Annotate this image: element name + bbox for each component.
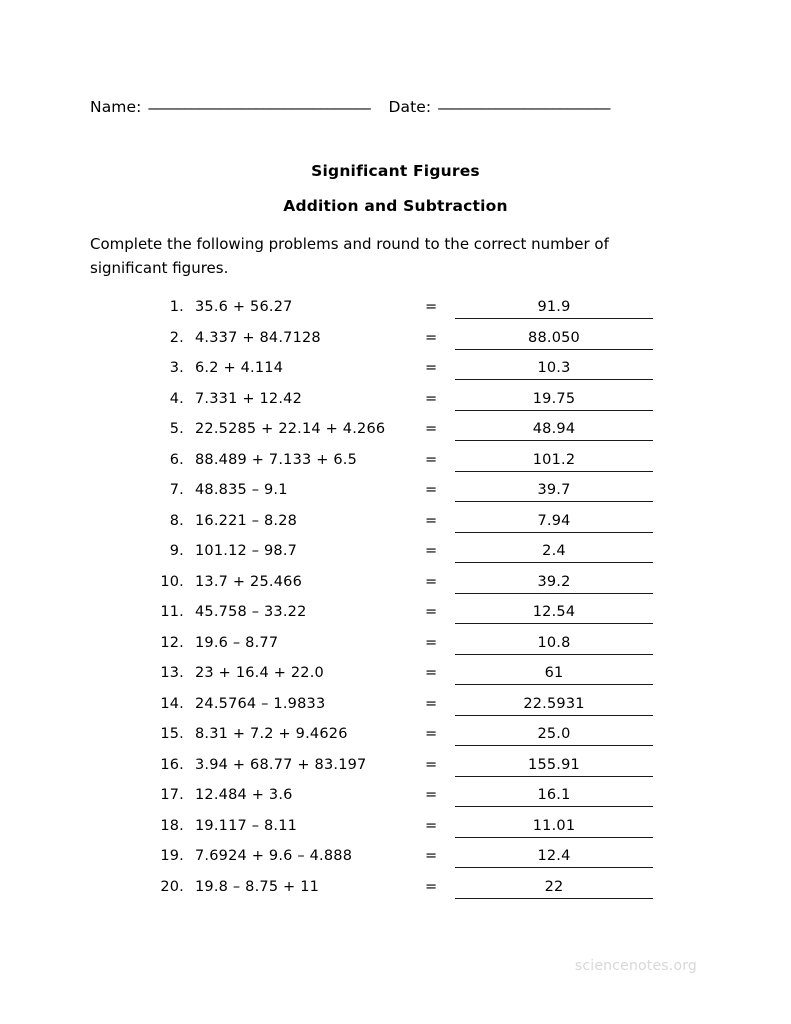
answer-value: 12.54	[532, 604, 576, 620]
problem-expression: 16.221 – 8.28	[195, 512, 298, 529]
answer-value: 48.94	[532, 421, 576, 437]
equals-sign: =	[425, 451, 438, 468]
equals-sign: =	[425, 329, 438, 346]
equals-sign: =	[425, 848, 438, 864]
answer-value: 19.75	[532, 390, 576, 407]
problem-expression: 19.117 – 8.11	[195, 817, 298, 834]
equals-sign: =	[425, 756, 438, 773]
problem-expression: 22.5285 + 22.14 + 4.266	[195, 421, 386, 437]
instructions-text: Complete the following problems and round to the correct number of significant figures.	[90, 235, 609, 277]
page-title: Significant Figures	[311, 162, 480, 180]
problem-expression: 4.337 + 84.7128	[195, 329, 321, 346]
problem-number: 16.	[160, 756, 184, 773]
problem-number: 17.	[160, 787, 184, 803]
problem-row	[144, 419, 664, 450]
problem-expression: 23 + 16.4 + 22.0	[195, 665, 324, 681]
equals-sign: =	[425, 634, 438, 651]
problem-number: 1.	[169, 299, 184, 315]
answer-value: 10.3	[537, 360, 571, 376]
problem-row	[144, 663, 664, 694]
answer-value: 155.91	[528, 756, 580, 773]
answer-blank[interactable]	[455, 816, 653, 838]
problem-expression: 13.7 + 25.466	[195, 573, 302, 590]
answer-blank[interactable]	[455, 633, 653, 655]
answer-value: 91.9	[537, 299, 571, 315]
problem-row	[144, 816, 664, 847]
equals-sign: =	[425, 421, 438, 437]
answer-value: 22.5931	[523, 695, 585, 712]
equals-sign: =	[425, 512, 438, 529]
problem-number: 3.	[169, 360, 184, 376]
answer-value: 16.1	[537, 787, 571, 803]
problem-number: 12.	[160, 634, 184, 651]
answer-value: 61	[544, 665, 564, 681]
equals-sign: =	[425, 665, 438, 681]
equals-sign: =	[425, 543, 438, 559]
answer-value: 12.4	[537, 848, 571, 864]
answer-value: 88.050	[528, 329, 580, 346]
answer-value: 101.2	[532, 451, 576, 468]
problem-expression: 45.758 – 33.22	[195, 604, 307, 620]
problem-number: 2.	[169, 329, 184, 346]
problem-expression: 19.8 – 8.75 + 11	[195, 878, 320, 895]
answer-blank[interactable]	[455, 663, 653, 685]
problem-row	[144, 785, 664, 816]
problem-row	[144, 633, 664, 664]
problem-expression: 6.2 + 4.114	[195, 360, 284, 376]
problem-number: 9.	[169, 543, 184, 559]
name-input-rule[interactable]: _______________________________	[148, 92, 371, 110]
equals-sign: =	[425, 390, 438, 407]
answer-blank[interactable]	[455, 358, 653, 380]
answer-blank[interactable]	[455, 785, 653, 807]
problem-number: 10.	[160, 573, 184, 590]
date-label: Date:	[388, 98, 432, 116]
answer-blank[interactable]	[455, 541, 653, 563]
problem-number: 19.	[160, 848, 184, 864]
footer-watermark: sciencenotes.org	[574, 958, 697, 974]
problem-expression: 3.94 + 68.77 + 83.197	[195, 756, 367, 773]
problem-expression: 8.31 + 7.2 + 9.4626	[195, 726, 348, 742]
answer-value: 39.7	[537, 482, 571, 498]
equals-sign: =	[425, 787, 438, 803]
problem-expression: 35.6 + 56.27	[195, 299, 293, 315]
answer-value: 22	[544, 878, 564, 895]
equals-sign: =	[425, 726, 438, 742]
problem-row	[144, 511, 664, 542]
answer-blank[interactable]	[455, 694, 653, 716]
problem-row	[144, 877, 664, 908]
answer-blank[interactable]	[455, 572, 653, 594]
problem-number: 6.	[169, 451, 184, 468]
problem-expression: 7.6924 + 9.6 – 4.888	[195, 848, 353, 864]
answer-value: 25.0	[537, 726, 571, 742]
problem-expression: 12.484 + 3.6	[195, 787, 293, 803]
problem-number: 5.	[169, 421, 184, 437]
answer-blank[interactable]	[455, 724, 653, 746]
problem-number: 15.	[160, 726, 184, 742]
problem-row	[144, 450, 664, 481]
problem-row	[144, 480, 664, 511]
problem-expression: 7.331 + 12.42	[195, 390, 302, 407]
equals-sign: =	[425, 695, 438, 712]
equals-sign: =	[425, 360, 438, 376]
problem-number: 20.	[160, 878, 184, 895]
problem-row	[144, 755, 664, 786]
answer-value: 39.2	[537, 573, 571, 590]
answer-value: 7.94	[537, 512, 571, 529]
date-input-rule[interactable]: ________________________	[438, 92, 610, 110]
problem-expression: 88.489 + 7.133 + 6.5	[195, 451, 358, 468]
problem-number: 7.	[169, 482, 184, 498]
name-date-row	[90, 90, 710, 118]
answer-blank[interactable]	[455, 602, 653, 624]
problem-expression: 24.5764 – 1.9833	[195, 695, 326, 712]
problem-number: 4.	[169, 390, 184, 407]
problem-expression: 101.12 – 98.7	[195, 543, 298, 559]
problem-number: 13.	[160, 665, 184, 681]
equals-sign: =	[425, 482, 438, 498]
problem-row	[144, 328, 664, 359]
problem-row	[144, 572, 664, 603]
equals-sign: =	[425, 878, 438, 895]
answer-blank[interactable]	[455, 511, 653, 533]
name-label: Name:	[90, 98, 142, 116]
equals-sign: =	[425, 817, 438, 834]
problem-number: 18.	[160, 817, 184, 834]
problem-expression: 48.835 – 9.1	[195, 482, 288, 498]
answer-blank[interactable]	[455, 755, 653, 777]
answer-value: 10.8	[537, 634, 571, 651]
problem-row	[144, 297, 664, 328]
problem-expression: 19.6 – 8.77	[195, 634, 279, 651]
problem-number: 11.	[160, 604, 184, 620]
answer-value: 11.01	[532, 817, 576, 834]
answer-blank[interactable]	[455, 297, 653, 319]
answer-blank[interactable]	[455, 389, 653, 411]
answer-blank[interactable]	[455, 450, 653, 472]
equals-sign: =	[425, 604, 438, 620]
answer-blank[interactable]	[455, 328, 653, 350]
problem-row	[144, 724, 664, 755]
answer-blank[interactable]	[455, 846, 653, 868]
problem-row	[144, 358, 664, 389]
equals-sign: =	[425, 573, 438, 590]
problem-number: 8.	[169, 512, 184, 529]
problem-row	[144, 602, 664, 633]
answer-value: 2.4	[542, 543, 566, 559]
problem-row	[144, 541, 664, 572]
problem-list	[144, 297, 664, 907]
problem-row	[144, 694, 664, 725]
answer-blank[interactable]	[455, 480, 653, 502]
problem-number: 14.	[160, 695, 184, 712]
page-subtitle: Addition and Subtraction	[283, 197, 508, 215]
problem-row	[144, 389, 664, 420]
problem-row	[144, 846, 664, 877]
answer-blank[interactable]	[455, 877, 653, 899]
answer-blank[interactable]	[455, 419, 653, 441]
equals-sign: =	[425, 299, 438, 315]
